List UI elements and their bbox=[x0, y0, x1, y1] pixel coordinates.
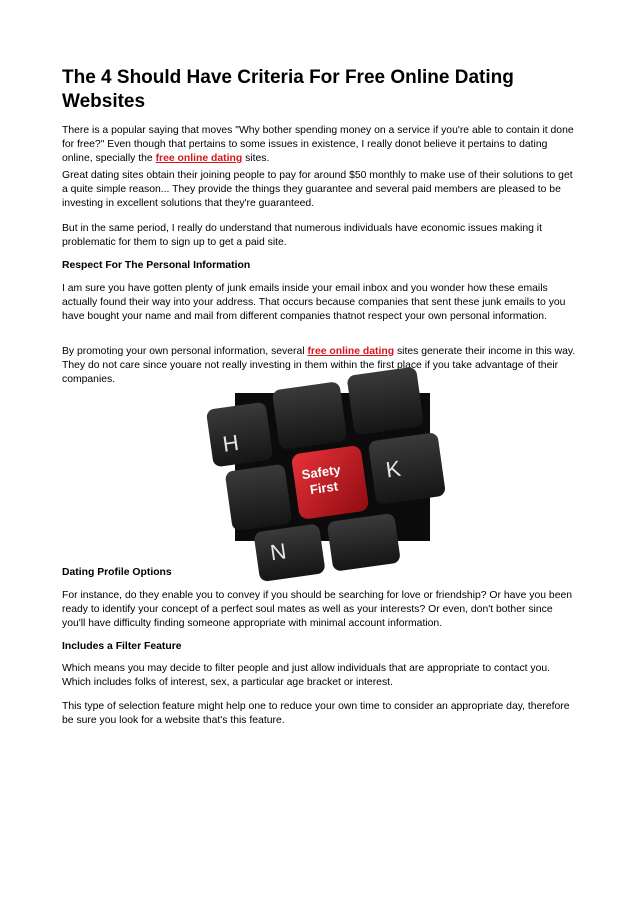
paragraph-intro-text: There is a popular saying that moves "Why bother spending money on a service if you're able to contain it done for free?" Even though that pertains to some issues in existence, I really donot believe it pertains to dating online, specially the bbox=[62, 125, 574, 164]
paragraph-paid-sites: Great dating sites obtain their joining people to pay for around $50 monthly to make use of their solutions to get a quite simple reason... They provide the things they guarantee and several paid members are pleased to be investing in excellent solutions that they're guaranteed. bbox=[62, 170, 573, 209]
keyboard-illustration bbox=[221, 393, 430, 566]
key-top-right bbox=[346, 366, 424, 435]
paragraph-intro-tail: sites. bbox=[242, 153, 270, 164]
paragraph-promoting-tail: sites generate their income in this way. They do not care since youare not really investing in them within the first place if you take advantage of their companies. bbox=[62, 346, 576, 385]
key-k bbox=[368, 432, 446, 505]
paragraph-promoting-text: By promoting your own personal information, several bbox=[62, 346, 308, 357]
key-safety-label-line1: Safety bbox=[300, 461, 342, 483]
paragraph-junk-emails: I am sure you have gotten plenty of junk emails inside your email inbox and you wonder how these emails actually found their way into your address. That occurs because companies that sent these junk emails to you have bought your name and mail from different companies thatnot respect your own personal information. bbox=[62, 283, 566, 322]
key-h bbox=[206, 402, 273, 468]
free-online-dating-link[interactable]: free online dating bbox=[155, 153, 243, 164]
paragraph-profile-options: For instance, do they enable you to convey if you should be searching for love or friendship? Or have you been ready to identify your concept of a perfect soul mates as well as your interests? Or even, don't bother since you'll have difficulty finding someone appropriate with minimal account information. bbox=[62, 590, 573, 629]
free-online-dating-link-2[interactable]: free online dating bbox=[307, 346, 395, 357]
heading-respect-personal-information: Respect For The Personal Information bbox=[62, 260, 251, 271]
key-n bbox=[253, 523, 325, 582]
paragraph-intro bbox=[62, 124, 578, 166]
heading-dating-profile-options: Dating Profile Options bbox=[62, 567, 172, 578]
key-h-label: H bbox=[221, 429, 241, 457]
key-n-label: N bbox=[268, 538, 288, 566]
paragraph-economic-issues: But in the same period, I really do understand that numerous individuals have economic issues making it problematic for them to sign up to get a paid site. bbox=[62, 223, 542, 248]
paragraph-selection-feature: This type of selection feature might help one to reduce your own time to consider an appropriate day, therefore be sure you look for a website that's this feature. bbox=[62, 701, 570, 726]
heading-filter-feature: Includes a Filter Feature bbox=[62, 641, 182, 652]
key-m bbox=[327, 513, 401, 572]
paragraph-filter-feature: Which means you may decide to filter people and just allow individuals that are appropriate to contact you. Which includes folks of interest, sex, a particular age bracket or interest. bbox=[62, 663, 551, 688]
key-top bbox=[272, 381, 348, 450]
page-title: The 4 Should Have Criteria For Free Online Dating Websites bbox=[62, 67, 514, 112]
keyboard-safety-first-image bbox=[221, 393, 430, 566]
key-k-label: K bbox=[384, 455, 403, 483]
key-left bbox=[225, 464, 293, 532]
paragraph-promoting-information bbox=[62, 345, 578, 387]
key-safety-label-line2: First bbox=[308, 478, 339, 498]
